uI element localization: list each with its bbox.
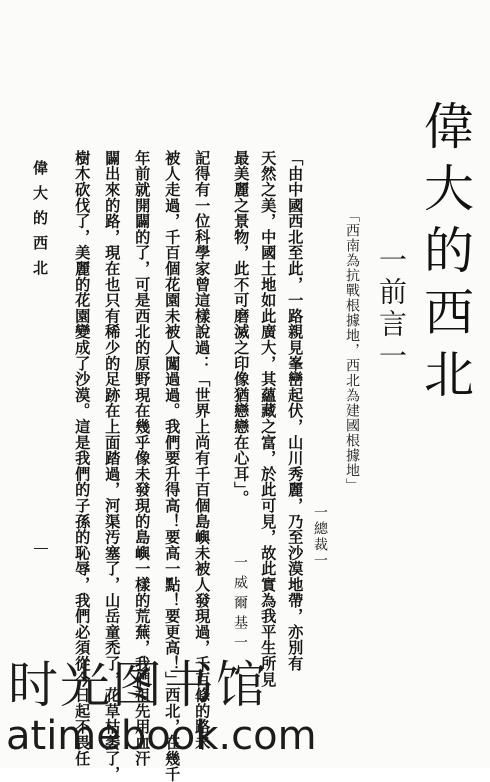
running-header: 偉大的西北	[31, 160, 49, 285]
body-text-column: 闢出來的路，現在也只有稀少的足跡在上面踏過，河渠汚塞了，山岳童禿了，花草枯萎了，	[103, 150, 122, 782]
body-text-column: 被人走過，千百個花園未被人闖過過。我們要升得高！要高一點！要更高！」西北，在幾千	[163, 150, 182, 782]
body-text-column: 記得有一位科學家曾這樣說過：「世界上尚有千百個島嶼未被人發現過，千百條的路未	[193, 150, 212, 751]
epigraph-attribution: 一總裁一	[312, 505, 328, 569]
watermark-url: atimebook.com	[6, 713, 317, 759]
quote-attribution: 一威爾基一	[232, 555, 248, 655]
body-text-column: 最美麗之景物，此不可磨滅之印像猶戀戀在心耳」。	[232, 150, 251, 506]
page-title: 偉大的西北	[416, 100, 474, 410]
section-subtitle: 一前言一	[375, 245, 408, 373]
body-text-column: 天然之美，中國土地如此廣大，其蘊藏之富，於此可見，故此實為我平生所見	[259, 150, 278, 688]
body-text-column: 「由中國西北至此，一路親見峯巒起伏，山川秀麗，乃至沙漠地帶，亦別有	[286, 150, 305, 672]
page-mark	[34, 548, 48, 549]
watermark-text: 时光图书馆	[8, 656, 268, 714]
epigraph-quote: 「西南為抗戰根據地，西北為建國根據地」	[344, 208, 360, 493]
body-text-column: 年前就開闢的了，可是西北的原野現在幾乎像未發現的島嶼一樣的荒蕪，我們祖先用血汗	[133, 150, 152, 767]
body-text-column: 樹木砍伐了，美麗的花園變成了沙漠。這是我們的子孫的恥辱，我們必須從今日起不畏任	[73, 150, 92, 767]
